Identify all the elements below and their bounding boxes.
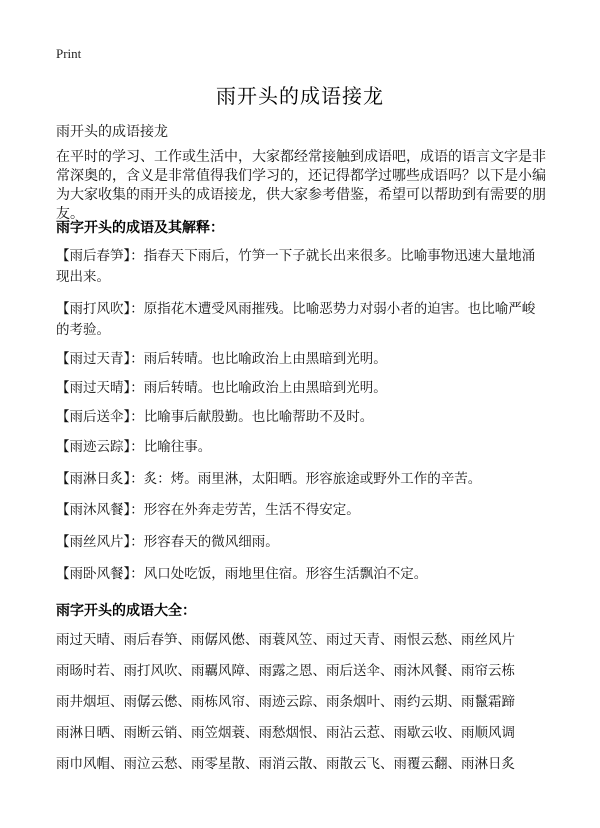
- definition-item: 【雨过天青】：雨后转晴。也比喻政治上由黑暗到光明。: [56, 351, 387, 367]
- page-title: 雨开头的成语接龙: [216, 84, 384, 108]
- idiom-list-line: 雨过天晴、雨后春笋、雨僝风僽、雨蓑风笠、雨过天青、雨恨云愁、雨丝风片: [56, 632, 515, 648]
- definition-item: 【雨迹云踪】：比喻往事。: [56, 439, 212, 455]
- idiom-list-line: 雨淋日晒、雨断云销、雨笠烟蓑、雨愁烟恨、雨沾云惹、雨歇云收、雨顺风调: [56, 725, 515, 741]
- article-subtitle: 雨开头的成语接龙: [56, 124, 168, 140]
- idiom-list-line: 雨巾风帽、雨泣云愁、雨零星散、雨消云散、雨散云飞、雨覆云翻、雨淋日炙: [56, 756, 515, 772]
- print-link[interactable]: Print: [56, 46, 82, 61]
- definition-item: 【雨丝风片】：形容春天的微风细雨。: [56, 534, 279, 550]
- definition-item: 【雨卧风餐】：风口处吃饭，雨地里住宿。形容生活飘泊不定。: [56, 566, 428, 582]
- section-heading-idiom-list: 雨字开头的成语大全：: [56, 603, 196, 619]
- idiom-list-line: 雨旸时若、雨打风吹、雨覊风障、雨露之恩、雨后送伞、雨沐风餐、雨帘云栋: [56, 663, 515, 679]
- intro-paragraph: 在平时的学习、工作或生活中，大家都经常接触到成语吧，成语的语言文字是非常深奥的，含义是非常值得我们学习的，还记得都学过哪些成语吗？以下是小编为大家收集的雨开头的成语接龙，供大家参考借鉴，希望可以帮助到有需要的朋友。: [56, 149, 546, 222]
- definition-item: 【雨后送伞】：比喻事后献殷勤。也比喻帮助不及时。: [56, 409, 374, 425]
- definition-item: 【雨过天晴】：雨后转晴。也比喻政治上由黑暗到光明。: [56, 380, 387, 396]
- section-heading-definitions: 雨字开头的成语及其解释：: [56, 220, 224, 236]
- definition-item: 【雨打风吹】：原指花木遭受风雨摧残。比喻恶势力对弱小者的迫害。也比喻严峻的考验。: [56, 301, 536, 338]
- definition-item: 【雨沐风餐】：形容在外奔走劳苦，生活不得安定。: [56, 502, 360, 518]
- definition-item: 【雨后春笋】：指春天下雨后，竹笋一下子就长出来很多。比喻事物迅速大量地涌现出来。: [56, 248, 536, 285]
- idiom-list-line: 雨井烟垣、雨僝云僽、雨栋风帘、雨迹云踪、雨条烟叶、雨约云期、雨鬣霜蹄: [56, 694, 515, 710]
- definition-item: 【雨淋日炙】：炙：烤。雨里淋，太阳晒。形容旅途或野外工作的辛苦。: [56, 471, 482, 487]
